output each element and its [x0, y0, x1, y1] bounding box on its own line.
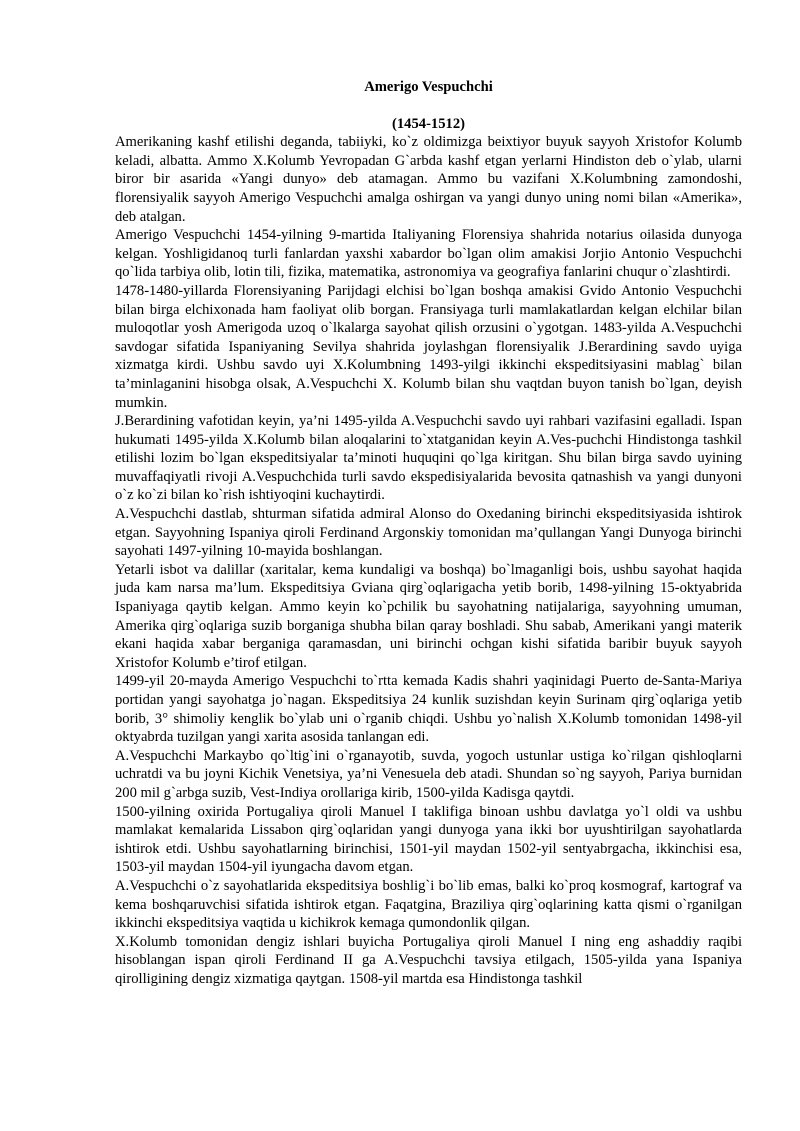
paragraph: Amerikaning kashf etilishi deganda, tabiiyki, ko`z oldimizga beixtiyor buyuk sayyoh Xristofor Kolumb keladi, albatta. Ammo X.Kolumb Yevropadan G`arbda kashf etgan yerlarni Hindiston deb o`ylab, ularni biror bir asarida «Yangi dunyo» deb atamagan. Ammo bu vazifani X.Kolumbning zamondoshi, florensiyalik sayyoh Amerigo Vespuchchi amalga oshirgan va yangi dunyo uning nomi bilan «Amerika», deb atalgan. [115, 134, 742, 225]
paragraph: Amerigo Vespuchchi 1454-yilning 9-martida Italiyaning Florensiya shahrida notarius oilasida dunyoga kelgan. Yoshligidanoq turli fanlardan yaxshi xabardor bo`lgan olim amakisi Jorjio Antonio Vespuchchi qo`lida tarbiya olib, lotin tili, fizika, matematika, astronomiya va geografiya fanlarini chuqur o`zlashtirdi. [115, 227, 742, 281]
paragraph: 1478-1480-yillarda Florensiyaning Parijdagi elchisi bo`lgan boshqa amakisi Gvido Antonio Vespuchchi bilan birga elchixonada ham faoliyat olib borgan. Fransiyaga turli mamlakatlardan kelgan elchilar bilan muloqotlar yosh Amerigoda uzoq o`lkalarga sayohat qilish orzusini o`ygotgan. 1483-yilda A.Vespuchchi savdogar sifatida Ispaniyaning Sevilya shahrida joylashgan florensiyalik J.Berardining savdo uyiga xizmatga kirdi. Ushbu savdo uyi X.Kolumbning 1493-yilgi ikkinchi ekspeditsiyasini mablag` bilan ta’minlaganini hisobga olsak, A.Vespuchchi X. Kolumb bilan shu vaqtdan buyon tanish bo`lgan, deyish mumkin. [115, 282, 742, 411]
paragraph: A.Vespuchchi Markaybo qo`ltig`ini o`rganayotib, suvda, yogoch ustunlar ustiga ko`rilgan qishloqlarni uchratdi va bu joyni Kichik Venetsiya, ya’ni Venesuela deb atadi. Shundan so`ng sayyoh, Pariya burnidan 200 mil g`arbga suzib, Vest-Indiya orollariga kirib, 1500-yilda Kadisga qaytdi. [115, 747, 742, 801]
paragraph: X.Kolumb tomonidan dengiz ishlari buyicha Portugaliya qiroli Manuel I ning eng ashaddiy raqibi hisoblangan ispan qiroli Ferdinand II ga A.Vespuchchi tavsiya etilgach, 1505-yilda yana Ispaniya qirolligining dengiz xizmatiga qaytgan. 1508-yil martda esa Hindistonga tashkil [115, 933, 742, 987]
paragraph: J.Berardining vafotidan keyin, ya’ni 1495-yilda A.Vespuchchi savdo uyi rahbari vazifasini egalladi. Ispan hukumati 1495-yilda X.Kolumb bilan aloqalarini to`xtatganidan keyin A.Ves-puchchi Hindistonga tashkil etilishi lozim bo`lgan ekspeditsiyalar ta’minoti huquqini qo`lga kiritgan. Shu bilan birga savdo uyining muvaffaqiyatli rivoji A.Vespuchchida turli savdo ekspedisiyalarida bevosita qatnashish va yangi dunyoni o`z ko`zi bilan ko`rish ishtiyoqini kuchaytirdi. [115, 413, 742, 504]
paragraph: A.Vespuchchi dastlab, shturman sifatida admiral Alonso do Oxedaning birinchi ekspeditsiyasida ishtirok etgan. Sayyohning Ispaniya qiroli Ferdinand Argonskiy tomonidan ma’qullangan Yangi Dunyoga birinchi sayohati 1497-yilning 10-mayida boshlangan. [115, 506, 742, 560]
paragraph: 1499-yil 20-mayda Amerigo Vespuchchi to`rtta kemada Kadis shahri yaqinidagi Puerto de-Santa-Mariya portidan yangi sayohatga jo`nagan. Ekspeditsiya 24 kunlik suzishdan keyin Surinam qirg`oqlariga yetib borib, 3° shimoliy kenglik bo`ylab uni o`rganib chiqdi. Ushbu yo`nalish X.Kolumb tomonidan 1498-yil oktyabrda tuzilgan yangi xarita asosida tanlangan edi. [115, 673, 742, 746]
paragraph: 1500-yilning oxirida Portugaliya qiroli Manuel I taklifiga binoan ushbu davlatga yo`l oldi va ushbu mamlakat kemalarida Lissabon qirg`oqlaridan yangi dunyoga yana ikki bor uyushtirilgan sayohatlarda ishtirok etdi. Ushbu sayohatlarning birinchisi, 1501-yil maydan 1502-yil sentyabrgacha, ikkinchisi esa, 1503-yil maydan 1504-yil iyungacha davom etgan. [115, 803, 742, 876]
paragraph: Yetarli isbot va dalillar (xaritalar, kema kundaligi va boshqa) bo`lmaganligi bois, ushbu sayohat haqida juda kam narsa ma’lum. Ekspeditsiya Gviana qirg`oqlarigacha yetib borib, 1498-yilning 15-oktyabrida Ispaniyaga qaytib kelgan. Ammo keyin ko`pchilik bu sayohatning natijalariga, sayyohning umuman, Amerika qirg`oqlariga suzib borganiga shubha bilan qaray boshladi. Shu sabab, Amerikani yangi materik ekani haqida xabar berganiga qaramasdan, uni birinchi ochgan kishi sifatida baribir buyuk sayyoh Xristofor Kolumb e’tirof etilgan. [115, 561, 742, 671]
document-title: Amerigo Vespuchchi [364, 79, 493, 95]
document-years: (1454-1512) [392, 115, 465, 132]
document-page [115, 78, 742, 989]
paragraph: A.Vespuchchi o`z sayohatlarida ekspeditsiya boshlig`i bo`lib emas, balki ko`proq kosmograf, kartograf va kema boshqaruvchisi sifatida ishtirok etgan. Faqatgina, Braziliya qirg`oqlarining katta qismi o`rganilgan ikkinchi ekspeditsiya vaqtida u kichikrok kemaga qumondonlik qilgan. [115, 877, 742, 932]
